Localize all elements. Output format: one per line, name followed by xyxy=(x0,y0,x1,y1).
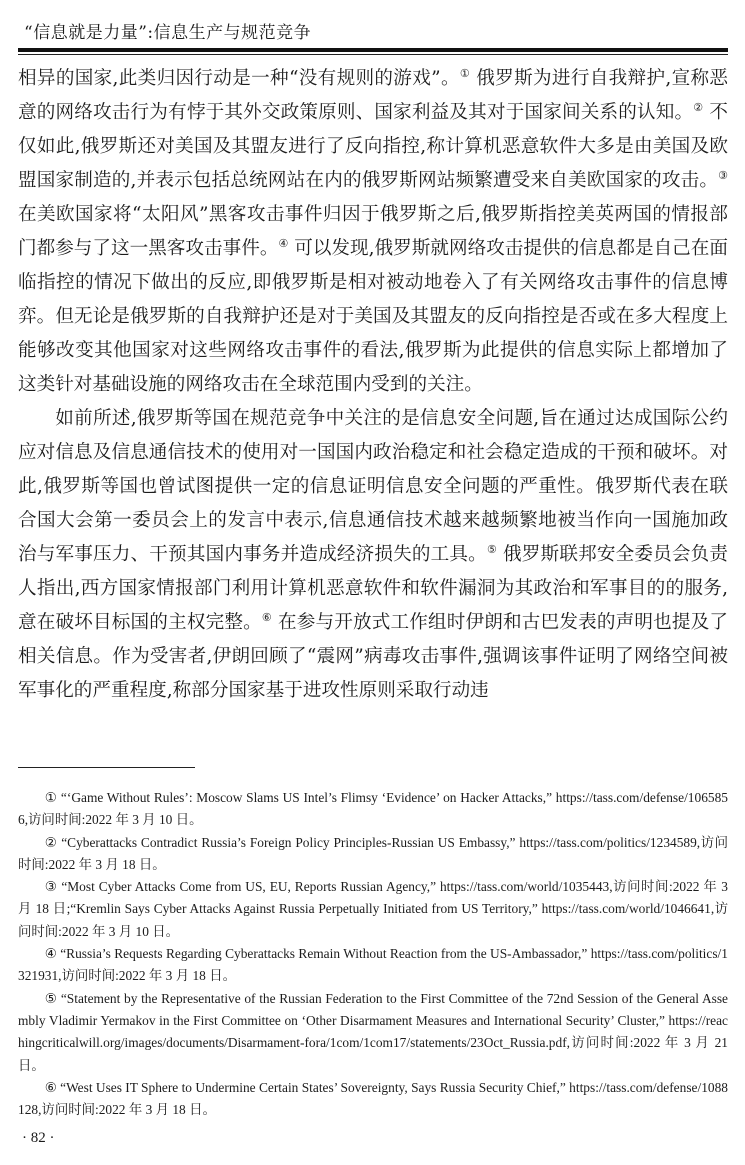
footnote-text: “Cyberattacks Contradict Russia’s Foreign Policy Principles-Russian US Embassy,” https://tass.com/politics/1234589,访问时间:2022 年 3 月 18 日。 xyxy=(18,834,728,872)
paragraph-2-segment: 在参与开放式工作组时伊朗和古巴发表的声明也提及了相关信息。作为受害者,伊朗回顾了“震网”病毒攻击事件,强调该事件证明了网络空间被军事化的严重程度,称部分国家基于进攻性原则采取行动违 xyxy=(18,612,728,701)
paragraph-2-segment: 俄罗斯联邦安全委员会负责人指出,西方国家情报部门利用计算机恶意软件和软件漏洞为其政治和军事目的的服务,意在破坏目标国的主权完整。 xyxy=(18,544,728,633)
footnote-ref-6[interactable]: ⑥ xyxy=(261,611,272,624)
footnote-separator xyxy=(18,767,195,768)
paragraph-1-segment: 在美欧国家将“太阳风”黑客攻击事件归因于俄罗斯之后,俄罗斯指控美英两国的情报部门都参与了这一黑客攻击事件。 xyxy=(18,204,728,259)
paragraph-1-segment: 相异的国家,此类归因行动是一种“没有规则的游戏”。 xyxy=(18,68,460,89)
footnote-1 xyxy=(18,787,728,832)
body-text xyxy=(18,62,728,708)
footnote-2 xyxy=(18,832,728,877)
footnote-text: “Most Cyber Attacks Come from US, EU, Reports Russian Agency,” https://tass.com/world/1035443,访问时间:2022 年 3 月 18 日;“Kremlin Says Cyber Attacks Against Russia Perpetually Initiated from US Territory,” https://tass.com/world/1046641,访问时间:2022 年 3 月 10 日。 xyxy=(18,879,728,939)
footnote-5 xyxy=(18,988,728,1077)
footnote-text: “West Uses IT Sphere to Undermine Certain States’ Sovereignty, Says Russia Security Chief,” https://tass.com/defense/1088128,访问时间:2022 年 3 月 18 日。 xyxy=(18,1079,728,1118)
page-number: · 82 · xyxy=(22,1130,55,1146)
footnote-mark: ④ xyxy=(44,946,57,962)
footnote-ref-5[interactable]: ⑤ xyxy=(486,543,497,556)
header-rule-thin xyxy=(18,54,728,55)
paragraph-1-segment: 俄罗斯为进行自我辩护,宣称恶意的网络攻击行为有悖于其外交政策原则、国家利益及其对于国家间关系的认知。 xyxy=(18,68,728,123)
footnote-ref-4[interactable]: ④ xyxy=(278,237,289,250)
footnote-mark: ⑤ xyxy=(44,990,58,1006)
paragraph-1-segment: 可以发现,俄罗斯就网络攻击提供的信息都是自己在面临指控的情况下做出的反应,即俄罗斯是相对被动地卷入了有关网络攻击事件的信息博弈。但无论是俄罗斯的自我辩护还是对于美国及其盟友的反向指控是否或在多大程度上能够改变其他国家对这些网络攻击事件的看法,俄罗斯为此提供的信息实际上都增加了这类针对基础设施的网络攻击在全球范围内受到的关注。 xyxy=(18,238,728,395)
paragraph-1 xyxy=(18,62,728,402)
footnote-6 xyxy=(18,1077,728,1122)
footnote-4 xyxy=(18,943,728,988)
footnote-text: “Statement by the Representative of the Russian Federation to the First Committee of the 72nd Session of the General Assembly Vladimir Yermakov in the First Committee on ‘Other Disarmament Measures and International Security’ Cluster,” https://reachingcriticalwill.org/images/documents/Disarmament-fora/1com/1com17/statements/23Oct_Russia.pdf,访问时间:2022 年 3 月 21 日。 xyxy=(18,990,728,1073)
paragraph-1-segment: 不仅如此,俄罗斯还对美国及其盟友进行了反向指控,称计算机恶意软件大多是由美国及欧盟国家制造的,并表示包括总统网站在内的俄罗斯网站频繁遭受来自美欧国家的攻击。 xyxy=(18,102,728,191)
footnote-ref-3[interactable]: ③ xyxy=(718,169,728,182)
footnotes xyxy=(18,787,728,1121)
header-rule-thick xyxy=(18,48,728,52)
running-head-title: “信息就是力量”:信息生产与规范竞争 xyxy=(24,23,312,43)
footnote-mark: ① xyxy=(44,790,58,805)
paragraph-2 xyxy=(18,402,728,708)
footnote-mark: ③ xyxy=(44,879,58,895)
footnote-text: “‘Game Without Rules’: Moscow Slams US Intel’s Flimsy ‘Evidence’ on Hacker Attacks,” https://tass.com/defense/1065856,访问时间:2022 年 3 月 10 日。 xyxy=(18,790,728,828)
paragraph-2-segment: 如前所述,俄罗斯等国在规范竞争中关注的是信息安全问题,旨在通过达成国际公约应对信息及信息通信技术的使用对一国国内政治稳定和社会稳定造成的干预和破坏。对此,俄罗斯等国也曾试图提供一定的信息证明信息安全问题的严重性。俄罗斯代表在联合国大会第一委员会上的发言中表示,信息通信技术越来越频繁地被当作向一国施加政治与军事压力、干预其国内事务并造成经济损失的工具。 xyxy=(18,408,728,565)
footnote-mark: ② xyxy=(44,834,58,850)
footnote-3 xyxy=(18,876,728,943)
footnote-mark: ⑥ xyxy=(44,1079,57,1095)
footnote-text: “Russia’s Requests Regarding Cyberattacks Remain Without Reaction from the US-Ambassador,” https://tass.com/politics/1321931,访问时间:2022 年 3 月 18 日。 xyxy=(18,946,728,984)
footnote-ref-1[interactable]: ① xyxy=(459,67,471,80)
footnote-ref-2[interactable]: ② xyxy=(693,101,704,114)
